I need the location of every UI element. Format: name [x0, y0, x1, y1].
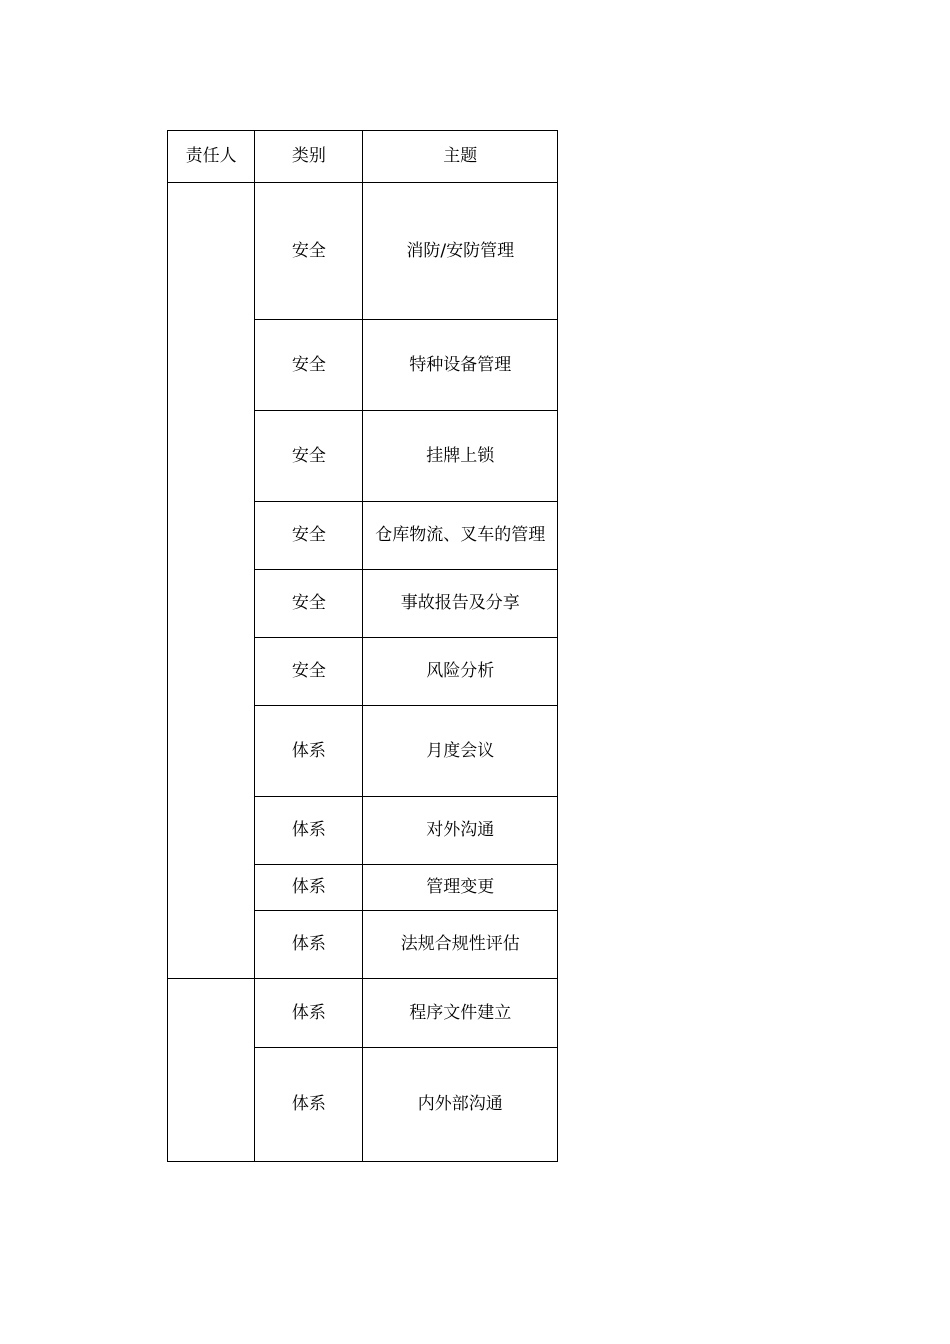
category-cell: 体系 [255, 706, 363, 797]
topic-cell: 风险分析 [363, 638, 558, 706]
category-cell: 体系 [255, 911, 363, 979]
owner-cell-group-1 [168, 183, 255, 979]
table-row [168, 183, 558, 320]
topic-cell: 程序文件建立 [363, 979, 558, 1048]
topic-cell: 特种设备管理 [363, 320, 558, 411]
topic-cell: 挂牌上锁 [363, 411, 558, 502]
category-cell: 安全 [255, 502, 363, 570]
table-header [168, 131, 558, 183]
table-body [168, 183, 558, 1162]
category-cell: 体系 [255, 1048, 363, 1162]
category-cell: 安全 [255, 570, 363, 638]
topic-cell: 内外部沟通 [363, 1048, 558, 1162]
topic-cell: 仓库物流、叉车的管理 [363, 502, 558, 570]
header-category: 类别 [255, 131, 363, 183]
topic-cell: 事故报告及分享 [363, 570, 558, 638]
header-topic: 主题 [363, 131, 558, 183]
category-cell: 体系 [255, 797, 363, 865]
topic-cell: 管理变更 [363, 865, 558, 911]
category-cell: 安全 [255, 183, 363, 320]
header-owner: 责任人 [168, 131, 255, 183]
category-cell: 安全 [255, 411, 363, 502]
topic-cell: 消防/安防管理 [363, 183, 558, 320]
topic-cell: 法规合规性评估 [363, 911, 558, 979]
table-row [168, 979, 558, 1048]
header-row [168, 131, 558, 183]
topic-cell: 月度会议 [363, 706, 558, 797]
owner-cell-group-2 [168, 979, 255, 1162]
category-cell: 安全 [255, 320, 363, 411]
category-cell: 体系 [255, 979, 363, 1048]
responsibility-table [167, 130, 558, 1162]
category-cell: 体系 [255, 865, 363, 911]
category-cell: 安全 [255, 638, 363, 706]
topic-cell: 对外沟通 [363, 797, 558, 865]
